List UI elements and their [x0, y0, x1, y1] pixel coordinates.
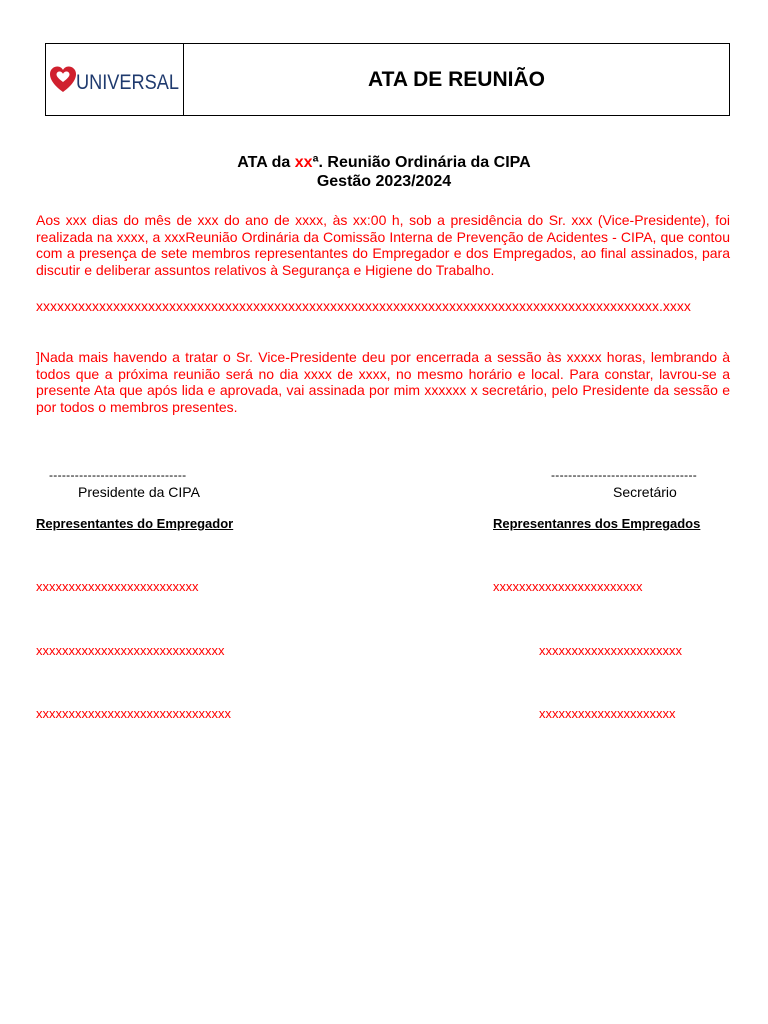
employee-representative: xxxxxxxxxxxxxxxxxxxxxxx	[493, 579, 643, 594]
header-table	[45, 43, 730, 116]
secretary-signature-line: ----------------------------------	[551, 468, 698, 482]
employer-representatives-heading: Representantes do Empregador	[36, 516, 234, 531]
meeting-number: xx	[294, 154, 313, 171]
employer-representative: xxxxxxxxxxxxxxxxxxxxxxxxx	[36, 579, 199, 594]
logo-text: UNIVERSAL	[75, 70, 179, 94]
title-suffix: ª. Reunião Ordinária da CIPA	[312, 154, 531, 171]
employee-representative: xxxxxxxxxxxxxxxxxxxxx	[539, 706, 676, 721]
document-title: ATA DE REUNIÃO	[368, 67, 545, 91]
paragraph-filler: xxxxxxxxxxxxxxxxxxxxxxxxxxxxxxxxxxxxxxxxxxxxxxxxxxxxxxxxxxxxxxxxxxxxxxxxxxxxxxxxxxxxxxxxx.xxxx	[36, 298, 691, 314]
heart-logo-icon	[50, 66, 76, 92]
paragraph-opening: Aos xxx dias do mês de xxx do ano de xxxx, às xx:00 h, sob a presidência do Sr. xxx (Vice-Presidente), foi realizada na xxxx, a xxxReunião Ordinária da Comissão Interna de Prevenção de Acidentes - CIPA, que contou com a presença de sete membros representantes do Empregador e dos Empregados, ao final assinados, para discutir e deliberar assuntos relativos à Segurança e Higiene do Trabalho.	[36, 212, 730, 278]
secretary-label: Secretário	[613, 484, 677, 500]
paragraph-closing: ]Nada mais havendo a tratar o Sr. Vice-Presidente deu por encerrada a sessão às xxxxx horas, lembrando à todos que a próxima reunião será no dia xxxx de xxxx, no mesmo horário e local. Para constar, lavrou-se a presente Ata que após lida e aprovada, vai assinada por mim xxxxxx x secretário, pelo Presidente da sessão e por todos o membros presentes.	[36, 349, 730, 415]
universal-logo	[49, 65, 181, 95]
title-prefix: ATA da	[237, 154, 295, 171]
employer-representative: xxxxxxxxxxxxxxxxxxxxxxxxxxxxxx	[36, 706, 231, 721]
meeting-title-line1	[0, 153, 768, 172]
meeting-title-line2: Gestão 2023/2024	[316, 173, 452, 190]
president-signature-line: --------------------------------	[49, 468, 187, 482]
employer-representative: xxxxxxxxxxxxxxxxxxxxxxxxxxxxx	[36, 643, 225, 658]
logo-cell	[46, 44, 184, 115]
employee-representative: xxxxxxxxxxxxxxxxxxxxxx	[539, 643, 682, 658]
meeting-title	[0, 153, 768, 191]
president-label: Presidente da CIPA	[78, 484, 200, 500]
employee-representatives-heading: Representanres dos Empregados	[493, 516, 701, 531]
